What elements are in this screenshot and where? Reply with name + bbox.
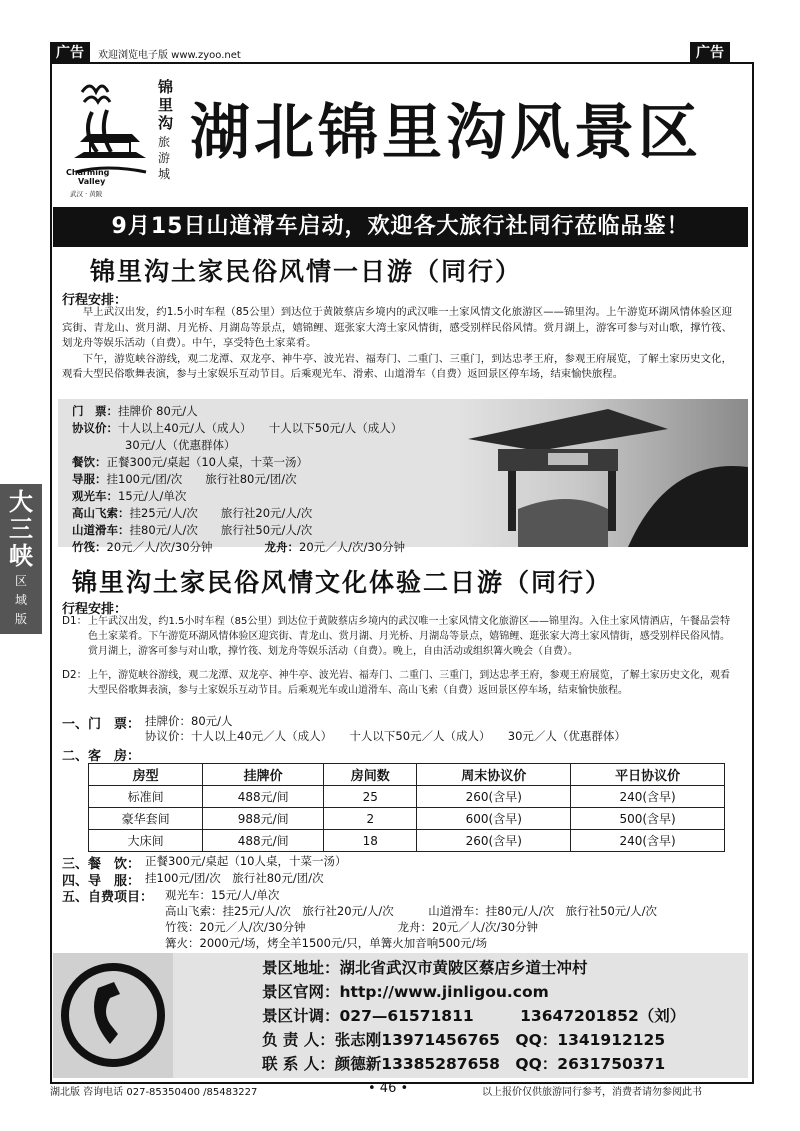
logo-cn-sub: 旅游城: [158, 135, 171, 181]
contact-manager: 负 责 人：张志刚13971456765 QQ：1341912125: [262, 1031, 666, 1049]
tour2-guide-label: 四、导 服：: [62, 874, 141, 889]
table-row: [89, 786, 725, 808]
tour1-paragraph-morning: 早上武汉出发，约1.5小时车程（85公里）到达位于黄陂蔡店乡境内的武汉唯一土家风情文化旅游区——锦里沟。上午游览环湖风情体验区迎宾街、青龙山、赏月湖、月光桥、月湖岛等景点，嬉锦鲤、逛张家大湾土家风情街，感受别样民俗风情。赏月湖上，游客可参与对山歌，撑竹筏、划龙舟等娱乐活动（自费）。中午，享受特色土家菜肴。: [62, 306, 732, 350]
price-agreement: [72, 420, 402, 436]
tour2-d1-text: 上午武汉出发，约1.5小时车程（85公里）到达位于黄陂蔡店乡境内的武汉唯一土家风情文化旅游区——锦里沟。入住土家风情酒店，午餐品尝特色土家菜肴。下午游览环湖风情体验区迎宾街、青龙山、赏月湖、月光桥、月湖岛等景点，嬉锦鲤、逛张家大湾土家风情街，感受别样民俗风情。赏月湖上，游客可参与对山歌，撑竹筏、划龙舟等娱乐活动（自费）。晚上，自由活动或组织篝火晚会（自费）。: [88, 616, 730, 657]
room-header-type: 房型: [89, 764, 203, 786]
tour2-extra-label: 五、自费项目：: [62, 890, 154, 905]
table-row: [89, 830, 725, 852]
room-cell: 988元/间: [203, 808, 324, 830]
side-tab: [0, 484, 42, 634]
welcome-text[interactable]: 欢迎浏览电子版 www.zyoo.net: [98, 50, 241, 61]
tour2-extra-zipline: 高山飞索：挂25元/人/次 旅行社20元/人/次 山道滑车：挂80元/人/次 旅行社50元/人/次: [165, 904, 658, 918]
contact-phone: 景区计调：027—61571811 13647201852（刘）: [262, 1007, 686, 1025]
price-zipline: [72, 505, 312, 521]
tour2-ticket-label: 一、门 票：: [62, 717, 141, 732]
ad-label-right: 广告: [690, 42, 730, 64]
room-cell: 标准间: [89, 786, 203, 808]
price-meal: [72, 454, 308, 470]
tour2-meal-label: 三、餐 饮：: [62, 857, 141, 872]
price-zipline-value: 挂25元/人/次 旅行社20元/人/次: [129, 506, 313, 520]
room-cell: 大床间: [89, 830, 203, 852]
room-header-list: 挂牌价: [203, 764, 324, 786]
tour2-d2-label: D2：: [62, 669, 88, 681]
footer-right: 以上报价仅供旅游同行参考，消费者请勿参阅此书: [482, 1087, 702, 1098]
room-cell: 488元/间: [203, 786, 324, 808]
page-title: 湖北锦里沟风景区: [190, 98, 702, 168]
price-coaster-value: 挂80元/人/次 旅行社50元/人/次: [129, 523, 313, 537]
room-cell: 260(含早): [417, 786, 571, 808]
tour1-paragraph-afternoon: 下午，游览峡谷游线，观二龙潭、双龙亭、神牛亭、波光岩、福寿门、二重门、三重门，到达忠孝王府，参观王府展览，了解土家历史文化，观看大型民俗歌舞表演，参与土家娱乐互动节目。后乘观光车、滑索、山道滑车（自费）返回景区停车场，结束愉快旅程。: [62, 352, 732, 381]
phone-icon: [53, 953, 173, 1078]
price-shuttle: [72, 488, 186, 504]
contact-address: 景区地址：湖北省武汉市黄陂区蔡店乡道士冲村: [262, 959, 588, 977]
tour2-d2-text: 上午，游览峡谷游线，观二龙潭、双龙亭、神牛亭、波光岩、福寿门、二重门、三重门，到达忠孝王府，参观王府展览，了解土家历史文化，观看大型民俗歌舞表演，参与土家娱乐互动节目。后乘观光车或山道滑车、高山飞索（自费）返回景区停车场，结束愉快旅程。: [88, 670, 730, 696]
room-cell: 18: [324, 830, 417, 852]
room-table-header: [89, 764, 725, 786]
logo-cn-name: 锦里沟: [158, 78, 174, 132]
price-zipline-label: 高山飞索：: [72, 506, 130, 520]
room-cell: 豪华套间: [89, 808, 203, 830]
price-guide: [72, 471, 297, 487]
tour1-title: 锦里沟土家民俗风情一日游（同行）: [90, 257, 523, 286]
room-table: [88, 763, 725, 852]
price-agreement-label: 协议价：: [72, 421, 118, 435]
contact-liaison: 联 系 人：颜德新13385287658 QQ：2631750371: [262, 1055, 666, 1073]
price-coaster: [72, 522, 312, 538]
contact-website[interactable]: 景区官网：http://www.jinligou.com: [262, 983, 549, 1001]
room-cell: 488元/间: [203, 830, 324, 852]
page-number: • 46 •: [368, 1081, 409, 1096]
logo-en-line2: Valley: [78, 177, 106, 186]
price-guide-label: 导服：: [72, 472, 107, 486]
price-group-value: 30元/人（优惠群体）: [125, 438, 236, 452]
room-cell: 240(含早): [571, 786, 725, 808]
tour2-ticket-agreement: 协议价：十人以上40元／人（成人） 十人以下50元／人（成人） 30元／人（优惠群体）: [145, 729, 626, 743]
price-meal-value: 正餐300元/桌起（10人桌，十菜一汤）: [106, 455, 308, 469]
price-raft-dragon: [72, 539, 405, 555]
price-guide-value: 挂100元/团/次 旅行社80元/团/次: [106, 472, 297, 486]
logo: [62, 72, 187, 197]
price-coaster-label: 山道滑车：: [72, 523, 130, 537]
pavilion-photo-icon: [458, 399, 748, 547]
tour1-schedule-label: 行程安排：: [62, 293, 128, 308]
tour2-room-label: 二、客 房：: [62, 749, 141, 764]
logo-small-text: 武汉 · 黄陂: [70, 190, 103, 198]
room-cell: 25: [324, 786, 417, 808]
room-header-count: 房间数: [324, 764, 417, 786]
tour2-ticket-list: 挂牌价：80元/人: [145, 714, 233, 728]
table-row: [89, 808, 725, 830]
price-dragon-value: 20元／人/次/30分钟: [299, 540, 406, 554]
tour2-meal-value: 正餐300元/桌起（10人桌，十菜一汤）: [145, 854, 347, 868]
price-ticket-label: 门 票：: [72, 404, 118, 418]
price-raft-label: 竹筏：: [72, 540, 107, 554]
side-tab-sub: 区域版: [14, 574, 27, 626]
price-ticket: [72, 403, 198, 419]
tour2-d1-label: D1：: [62, 615, 88, 627]
tour2-extra-raft: 竹筏：20元／人/次/30分钟 龙舟：20元／人/次/30分钟: [165, 920, 539, 934]
price-shuttle-label: 观光车：: [72, 489, 118, 503]
room-header-weekend: 周末协议价: [417, 764, 571, 786]
room-cell: 500(含早): [571, 808, 725, 830]
room-cell: 260(含早): [417, 830, 571, 852]
price-meal-label: 餐饮：: [72, 455, 107, 469]
price-ticket-value: 挂牌价 80元/人: [118, 404, 198, 418]
footer-left: 湖北版 咨询电话 027-85350400 /85483227: [50, 1087, 258, 1098]
price-agreement-value: 十人以上40元/人（成人） 十人以下50元/人（成人）: [118, 421, 403, 435]
room-cell: 240(含早): [571, 830, 725, 852]
price-dragon-label: 龙舟：: [264, 540, 300, 554]
tour1-description: [62, 305, 732, 383]
side-tab-title: 大三峡: [9, 487, 33, 570]
logo-en-line1: Charming: [66, 168, 110, 177]
promo-banner: 9月15日山道滑车启动，欢迎各大旅行社同行莅临品鉴！: [53, 207, 748, 247]
tour2-guide-value: 挂100元/团/次 旅行社80元/团/次: [145, 871, 324, 885]
price-shuttle-value: 15元/人/单次: [118, 489, 187, 503]
tour2-extra-shuttle: 观光车：15元/人/单次: [165, 888, 280, 902]
price-group: [125, 437, 236, 453]
tour2-schedule-label: 行程安排：: [62, 602, 128, 617]
room-cell: 2: [324, 808, 417, 830]
ad-label-left: 广告: [50, 42, 90, 64]
room-cell: 600(含早): [417, 808, 571, 830]
room-header-weekday: 平日协议价: [571, 764, 725, 786]
price-raft-value: 20元／人/次/30分钟: [106, 540, 213, 554]
phone-panel: [53, 953, 173, 1078]
tour2-extra-bonfire: 篝火：2000元/场，烤全羊1500元/只，单篝火加音响500元/场: [165, 936, 488, 950]
tour2-title: 锦里沟土家民俗风情文化体验二日游（同行）: [72, 568, 613, 597]
